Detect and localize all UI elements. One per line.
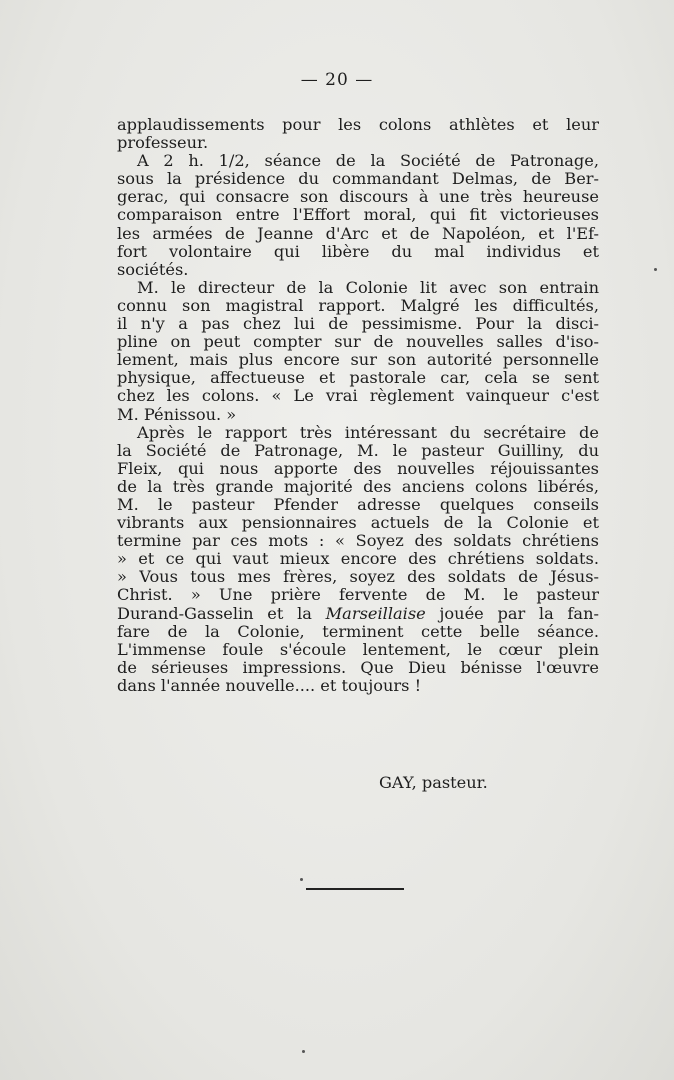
- text-line: termine par ces mots : « Soyez des soldats chrétiens: [117, 532, 599, 551]
- text-line: de la très grande majorité des anciens colons libérés,: [117, 477, 599, 496]
- paper-speck: [302, 1050, 305, 1053]
- text-line: A 2 h. 1/2, séance de la Société de Patronage,: [137, 152, 599, 171]
- text-line: Après le rapport très intéressant du secrétaire de: [137, 423, 599, 442]
- text-line: connu son magistral rapport. Malgré les difficultés,: [117, 296, 599, 315]
- text-line: Christ. » Une prière fervente de M. le pasteur: [117, 586, 599, 605]
- text-line: dans l'année nouvelle.... et toujours !: [117, 676, 422, 695]
- paper-speck: [300, 878, 303, 881]
- text-line: M. Pénissou. »: [117, 405, 237, 424]
- italic-title: Marseillaise: [325, 604, 426, 623]
- text-line: M. le directeur de la Colonie lit avec son entrain: [137, 278, 599, 297]
- text-line: chez les colons. « Le vrai règlement vainqueur c'est: [117, 387, 599, 406]
- text-line: L'immense foule s'écoule lentement, le cœur plein: [117, 640, 599, 659]
- text-line: applaudissements pour les colons athlètes et leur: [117, 116, 599, 134]
- text-line: la Société de Patronage, M. le pasteur Guilliny, du: [117, 441, 599, 460]
- end-rule: [306, 888, 404, 890]
- text-line: » Vous tous mes frères, soyez des soldats de Jésus-: [117, 568, 599, 587]
- text-line: Fleix, qui nous apporte des nouvelles réjouissantes: [117, 459, 599, 478]
- text-line: les armées de Jeanne d'Arc et de Napoléon, et l'Ef-: [117, 224, 599, 243]
- text-line: physique, affectueuse et pastorale car, cela se sent: [117, 369, 599, 388]
- page-number: — 20 —: [300, 70, 374, 90]
- body-text: [117, 116, 599, 695]
- text-line: de sérieuses impressions. Que Dieu bénisse l'œuvre: [117, 658, 599, 677]
- text-line: lement, mais plus encore sur son autorité personnelle: [117, 351, 599, 370]
- text-line: professeur.: [117, 134, 209, 153]
- text-line: gerac, qui consacre son discours à une très heureuse: [117, 188, 599, 207]
- text-line: fort volontaire qui libère du mal individus et: [117, 242, 599, 261]
- paper-speck: [654, 268, 657, 271]
- text-line: Durand-Gasselin et la Marseillaise jouée par la fan-: [117, 604, 599, 623]
- text-line: » et ce qui vaut mieux encore des chrétiens soldats.: [117, 550, 599, 569]
- text-line: sous la présidence du commandant Delmas, de Ber-: [117, 170, 599, 189]
- text-line: sociétés.: [117, 260, 189, 279]
- text-line: vibrants aux pensionnaires actuels de la Colonie et: [117, 514, 599, 533]
- text-line: pline on peut compter sur de nouvelles salles d'iso-: [117, 333, 599, 352]
- text-line: il n'y a pas chez lui de pessimisme. Pour la disci-: [117, 315, 599, 334]
- text-line: fare de la Colonie, terminent cette belle séance.: [117, 622, 599, 641]
- text-line: comparaison entre l'Effort moral, qui fit victorieuses: [117, 206, 599, 225]
- text-line: M. le pasteur Pfender adresse quelques conseils: [117, 495, 599, 514]
- signature: GAY, pasteur.: [379, 773, 488, 792]
